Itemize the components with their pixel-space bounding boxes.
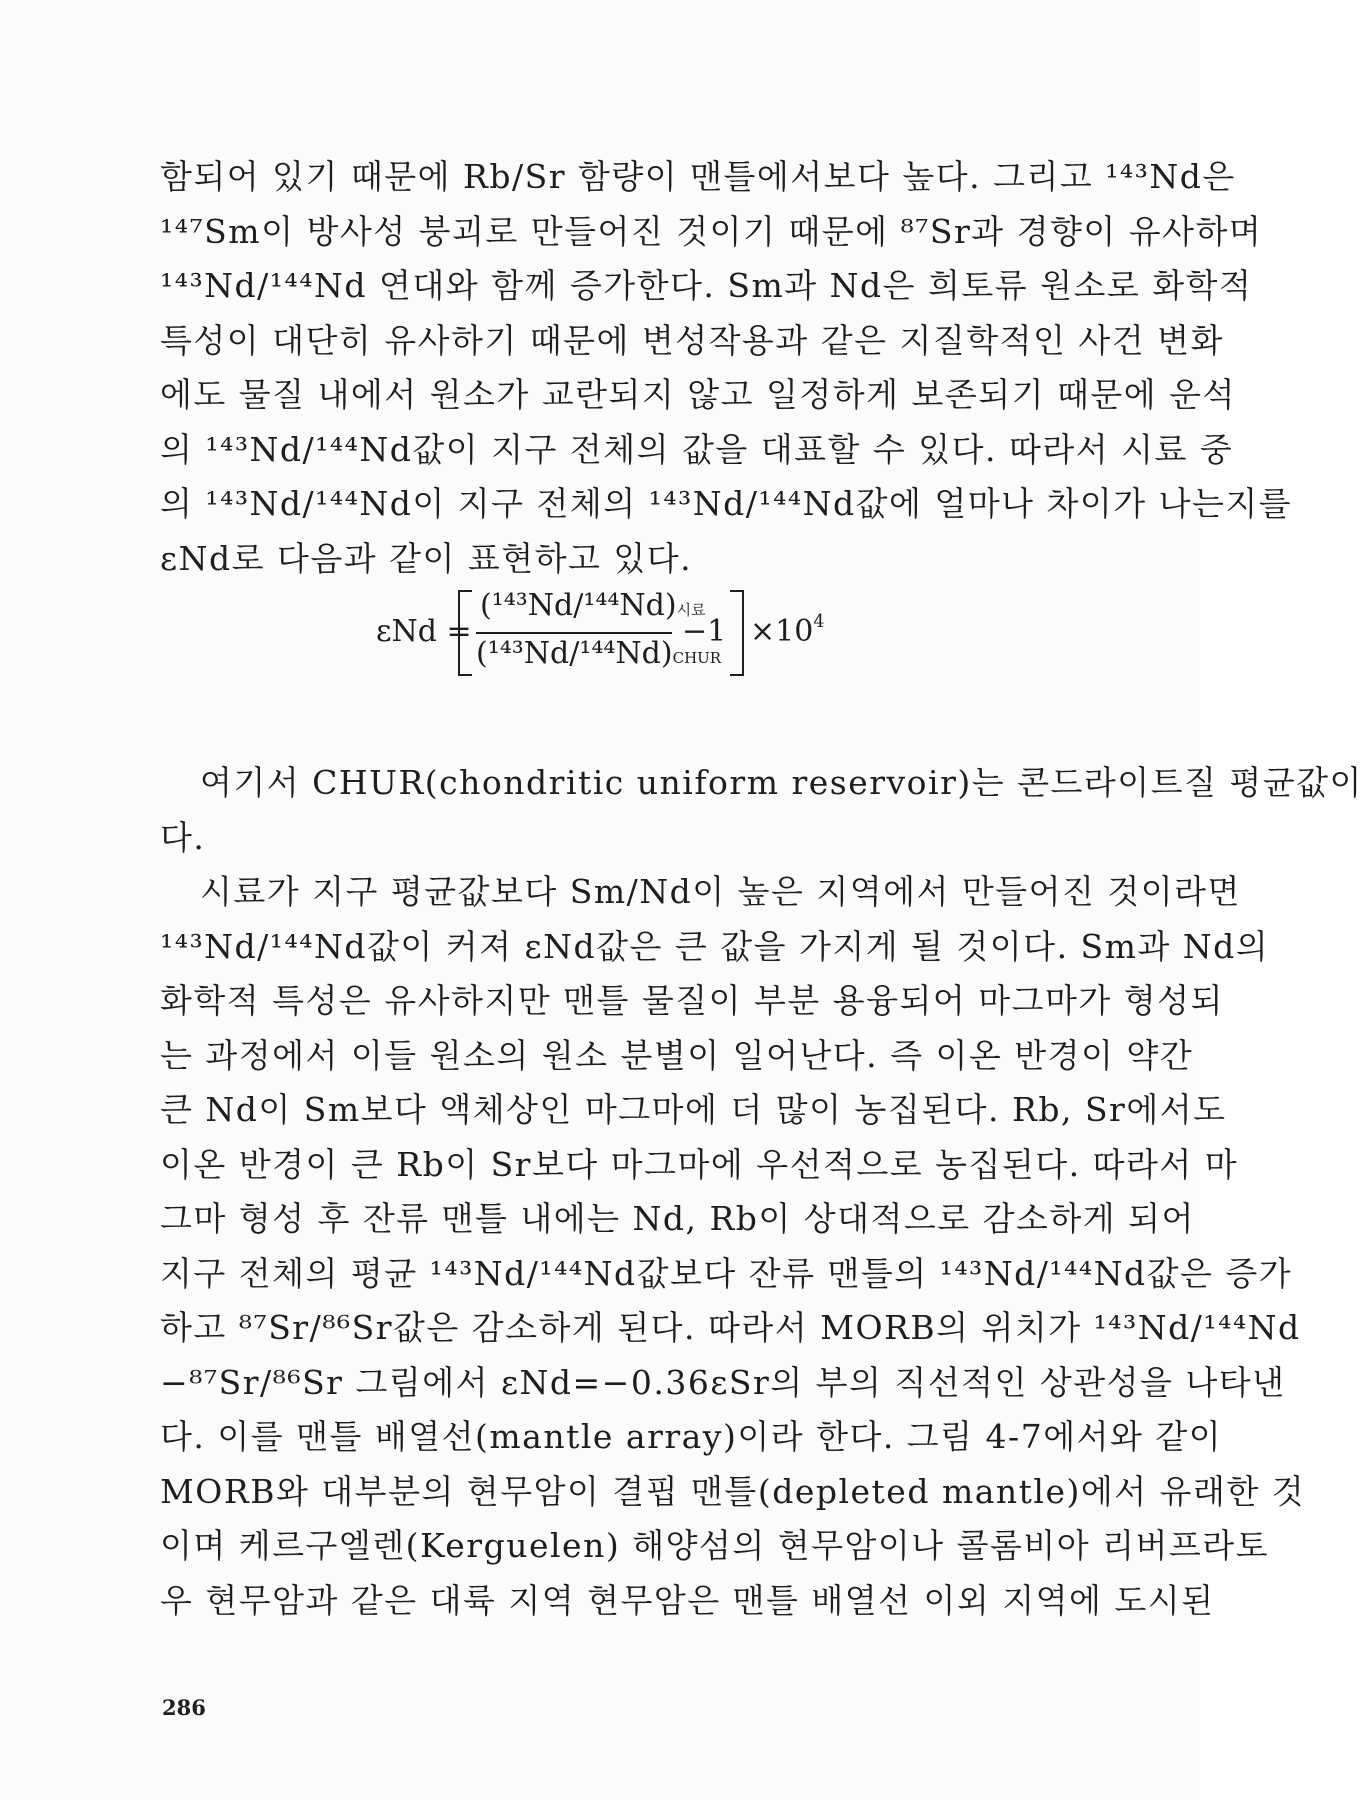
- denominator-subscript: CHUR: [672, 649, 722, 667]
- text-line: ¹⁴³Nd/¹⁴⁴Nd 연대와 함께 증가한다. Sm과 Nd은 희토류 원소로 화학적: [160, 266, 1253, 305]
- text-line: 에도 물질 내에서 원소가 교란되지 않고 일정하게 보존되기 때문에 운석: [160, 375, 1236, 414]
- text-line: 그마 형성 후 잔류 맨틀 내에는 Nd, Rb이 상대적으로 감소하게 되어: [160, 1199, 1195, 1238]
- formula-multiplier: [750, 614, 824, 649]
- numerator-subscript: 시료: [676, 601, 706, 619]
- text-line: 다. 이를 맨틀 배열선(mantle array)이라 한다. 그림 4-7에서와 같이: [160, 1417, 1223, 1456]
- right-bracket: [730, 590, 744, 676]
- multiplier-exponent: 4: [813, 612, 825, 633]
- fraction-bar: [476, 632, 672, 634]
- text-line: MORB와 대부분의 현무암이 결핍 맨틀(depleted mantle)에서 유래한 것: [160, 1471, 1306, 1511]
- text-line: 함되어 있기 때문에 Rb/Sr 함량이 맨틀에서보다 높다. 그리고 ¹⁴³Nd은: [160, 157, 1236, 196]
- text-line: 지구 전체의 평균 ¹⁴³Nd/¹⁴⁴Nd값보다 잔류 맨틀의 ¹⁴³Nd/¹⁴⁴Nd값은 증가: [160, 1253, 1293, 1293]
- text-line: 하고 ⁸⁷Sr/⁸⁶Sr값은 감소하게 된다. 따라서 MORB의 위치가 ¹⁴³Nd/¹⁴⁴Nd: [160, 1308, 1301, 1347]
- text-line: 시료가 지구 평균값보다 Sm/Nd이 높은 지역에서 만들어진 것이라면: [200, 872, 1241, 911]
- text-line: 는 과정에서 이들 원소의 원소 분별이 일어난다. 즉 이온 반경이 약간: [160, 1035, 1194, 1075]
- text-line: 의 ¹⁴³Nd/¹⁴⁴Nd값이 지구 전체의 값을 대표할 수 있다. 따라서 시료 중: [160, 429, 1234, 469]
- text-line: εNd로 다음과 같이 표현하고 있다.: [160, 538, 693, 578]
- formula-numerator: [480, 588, 706, 623]
- text-line: −⁸⁷Sr/⁸⁶Sr 그림에서 εNd=−0.36εSr의 부의 직선적인 상관성을 나타낸: [160, 1362, 1286, 1402]
- left-bracket: [458, 590, 472, 676]
- body-text: [160, 150, 1363, 1628]
- page-number: 286: [162, 1695, 206, 1720]
- numerator-text: (¹⁴³Nd/¹⁴⁴Nd): [480, 588, 677, 623]
- text-line: 의 ¹⁴³Nd/¹⁴⁴Nd이 지구 전체의 ¹⁴³Nd/¹⁴⁴Nd값에 얼마나 차이가 나는지를: [160, 484, 1293, 523]
- text-line: ¹⁴⁷Sm이 방사성 붕괴로 만들어진 것이기 때문에 ⁸⁷Sr과 경향이 유사하며: [160, 211, 1263, 251]
- text-line: 여기서 CHUR(chondritic uniform reservoir)는 콘드라이트질 평균값이: [200, 763, 1363, 802]
- epsilon-nd-formula: [376, 576, 896, 686]
- multiplier-base: ×10: [750, 614, 814, 649]
- text-line: 다.: [160, 817, 206, 857]
- text-line: 이며 케르구엘렌(Kerguelen) 해양섬의 현무암이나 콜롬비아 리버프라토: [160, 1526, 1269, 1565]
- text-line: 우 현무암과 같은 대륙 지역 현무암은 맨틀 배열선 이외 지역에 도시된: [160, 1580, 1215, 1620]
- text-line: ¹⁴³Nd/¹⁴⁴Nd값이 커져 εNd값은 큰 값을 가지게 될 것이다. Sm과 Nd의: [160, 926, 1270, 966]
- text-line: 이온 반경이 큰 Rb이 Sr보다 마그마에 우선적으로 농집된다. 따라서 마: [160, 1144, 1239, 1184]
- text-line: 큰 Nd이 Sm보다 액체상인 마그마에 더 많이 농집된다. Rb, Sr에서도: [160, 1090, 1227, 1129]
- text-line: 화학적 특성은 유사하지만 맨틀 물질이 부분 용융되어 마그마가 형성되: [160, 981, 1224, 1020]
- formula-minus-one: −1: [682, 614, 727, 649]
- formula-lhs: εNd =: [376, 614, 472, 649]
- denominator-text: (¹⁴³Nd/¹⁴⁴Nd): [476, 636, 673, 671]
- text-line: 특성이 대단히 유사하기 때문에 변성작용과 같은 지질학적인 사건 변화: [160, 320, 1224, 360]
